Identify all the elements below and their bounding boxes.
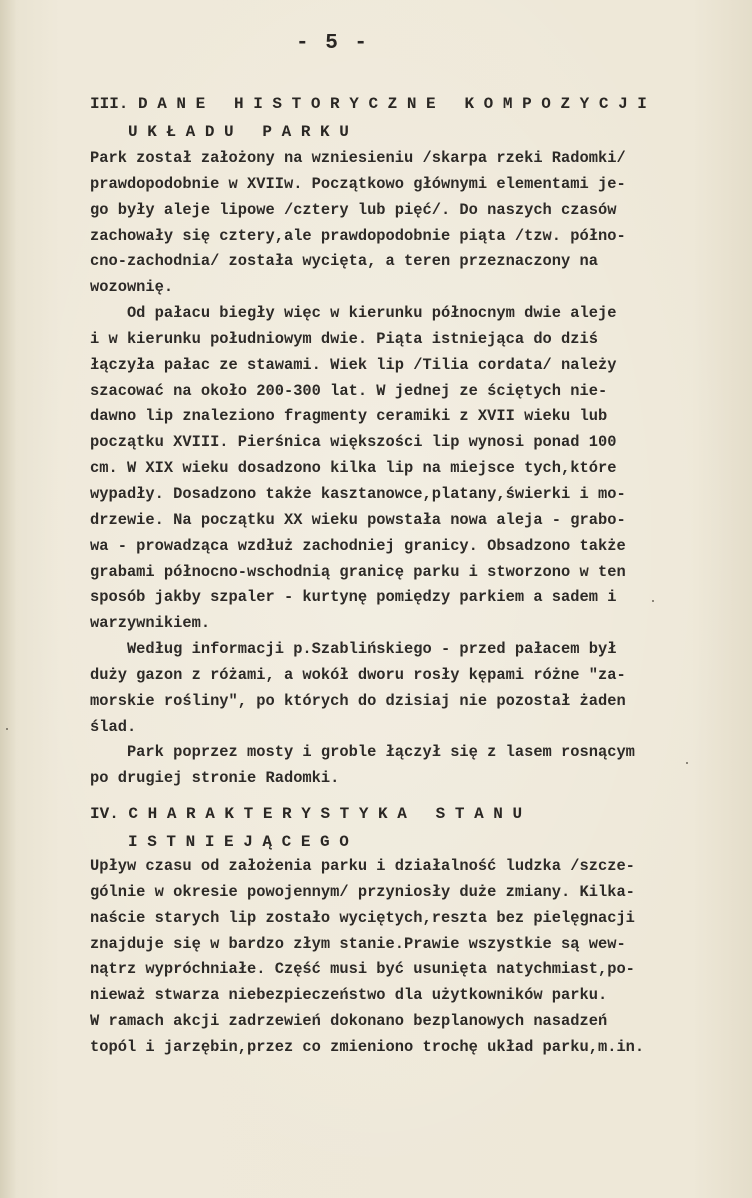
text-line: i w kierunku południowym dwie. Piąta istniejąca do dziś	[90, 329, 598, 348]
text-line: wypadły. Dosadzono także kasztanowce,platany,świerki i mo-	[90, 484, 626, 503]
paper-speck	[652, 600, 654, 602]
text-line: warzywnikiem.	[90, 614, 211, 633]
paper-speck	[6, 728, 8, 730]
text-line: Upływ czasu od założenia parku i działalność ludzka /szcze-	[90, 857, 635, 875]
text-line: po drugiej stronie Radomki.	[90, 769, 340, 788]
section-4-body	[90, 854, 710, 1061]
text-line: nątrz wypróchniałe. Część musi być usunięta natychmiast,po-	[90, 960, 635, 979]
text-line: początku XVIII. Pierśnica większości lip wynosi ponad 100	[90, 433, 617, 452]
section-3-heading-continued: U K Ł A D U P A R K U	[128, 123, 349, 141]
text-line: gólnie w okresie powojennym/ przyniosły duże zmiany. Kilka-	[90, 882, 635, 901]
text-line: duży gazon z różami, a wokół dworu rosły kępami różne "za-	[90, 665, 626, 684]
text-line: naście starych lip zostało wyciętych,reszta bez pielęgnacji	[90, 908, 635, 927]
text-line: wozownię.	[90, 278, 174, 297]
text-line: cm. W XIX wieku dosadzono kilka lip na miejsce tych,które	[90, 459, 617, 478]
text-line: sposób jakby szpaler - kurtynę pomiędzy parkiem a sadem i	[90, 588, 617, 607]
text-line: topól i jarzębin,przez co zmieniono trochę układ parku,m.in.	[90, 1037, 645, 1056]
text-line: łączyła pałac ze stawami. Wiek lip /Tilia cordata/ należy	[90, 355, 617, 374]
text-line: szacować na około 200-300 lat. W jednej ze ściętych nie-	[90, 381, 608, 400]
text-line: nieważ stwarza niebezpieczeństwo dla użytkowników parku.	[90, 986, 608, 1005]
text-line: prawdopodobnie w XVIIw. Początkowo głównymi elementami je-	[90, 174, 626, 193]
text-line: Park został założony na wzniesieniu /skarpa rzeki Radomki/	[90, 149, 626, 167]
text-line: znajduje się w bardzo złym stanie.Prawie wszystkie są wew-	[90, 934, 626, 953]
section-4-heading: IV. C H A R A K T E R Y S T Y K A S T A N U	[90, 805, 523, 823]
page-edge-shadow	[0, 0, 16, 1198]
text-line: wa - prowadząca wzdłuż zachodniej granicy. Obsadzono także	[90, 536, 626, 555]
text-line: Park poprzez mosty i groble łączył się z lasem rosnącym	[90, 743, 635, 762]
text-line: dawno lip znaleziono fragmenty ceramiki z XVII wieku lub	[90, 407, 608, 426]
section-4-heading-continued: I S T N I E J Ą C E G O	[128, 833, 349, 851]
text-line: Od pałacu biegły więc w kierunku północnym dwie aleje	[90, 304, 617, 323]
text-line: ślad.	[90, 717, 137, 736]
text-line: Według informacji p.Szablińskiego - przed pałacem był	[90, 640, 617, 659]
text-line: drzewie. Na początku XX wieku powstała nowa aleja - grabo-	[90, 510, 626, 529]
page-number: - 5 -	[296, 32, 370, 55]
paper-speck	[686, 762, 688, 764]
text-line: go były aleje lipowe /cztery lub pięć/. Do naszych czasów	[90, 200, 617, 219]
section-3-body	[90, 146, 710, 792]
text-line: morskie rośliny", po których do dzisiaj nie pozostał żaden	[90, 691, 626, 710]
text-line: W ramach akcji zadrzewień dokonano bezplanowych nasadzeń	[90, 1012, 608, 1031]
text-line: cno-zachodnia/ została wycięta, a teren przeznaczony na	[90, 252, 598, 271]
section-3-heading: III. D A N E H I S T O R Y C Z N E K O M P O Z Y C J I	[90, 95, 647, 113]
text-line: grabami północno-wschodnią granicę parku i stworzono w ten	[90, 562, 626, 581]
text-line: zachowały się cztery,ale prawdopodobnie piąta /tzw. półno-	[90, 226, 626, 245]
